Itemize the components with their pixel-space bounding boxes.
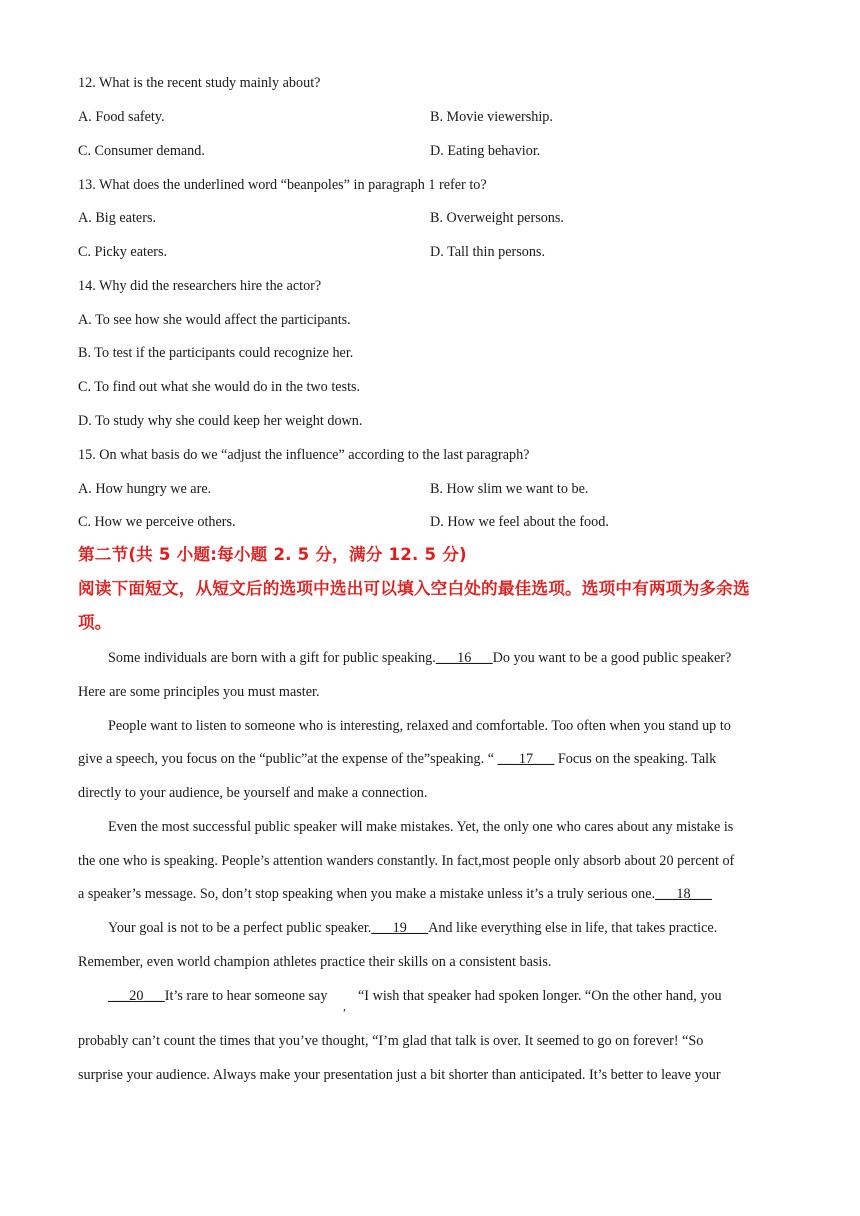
question-12-option-a: A. Food safety.	[78, 109, 165, 125]
question-15-stem: 15. On what basis do we “adjust the influence” according to the last paragraph?	[78, 447, 530, 463]
stray-comma: ,	[343, 999, 346, 1013]
question-14-option-a: A. To see how she would affect the participants.	[78, 312, 351, 328]
question-12-option-b: B. Movie viewership.	[430, 109, 553, 125]
passage-text: Focus on the speaking. Talk	[554, 751, 717, 767]
passage-line: Here are some principles you must master.	[78, 684, 320, 700]
question-12-stem: 12. What is the recent study mainly about?	[78, 75, 321, 91]
passage-text: a speaker’s message. So, don’t stop speaking when you make a mistake unless it’s a truly serious one.	[78, 886, 656, 902]
blank-19: ___19___	[371, 920, 429, 936]
passage-line	[108, 987, 327, 1005]
section-heading: 第二节(共 5 小题:每小题 2. 5 分，满分 12. 5 分)	[78, 545, 467, 564]
passage-line	[108, 649, 731, 667]
question-15-option-b: B. How slim we want to be.	[430, 481, 589, 497]
passage-line	[78, 750, 716, 768]
question-13-option-c: C. Picky eaters.	[78, 244, 168, 260]
question-14-option-b: B. To test if the participants could recognize her.	[78, 345, 354, 361]
question-14-stem: 14. Why did the researchers hire the actor?	[78, 278, 322, 294]
passage-line: Remember, even world champion athletes practice their skills on a consistent basis.	[78, 954, 552, 970]
section-instruction-line1: 阅读下面短文，从短文后的选项中选出可以填入空白处的最佳选项。选项中有两项为多余选	[78, 579, 750, 598]
question-13-option-b: B. Overweight persons.	[430, 210, 564, 226]
passage-text: Do you want to be a good public speaker?	[492, 650, 732, 666]
passage-line: the one who is speaking. People’s attention wanders constantly. In fact,most people only absorb about 20 percent of	[78, 853, 735, 869]
passage-text: It’s rare to hear someone say	[164, 988, 328, 1004]
question-14-option-d: D. To study why she could keep her weight down.	[78, 413, 363, 429]
passage-line: Even the most successful public speaker will make mistakes. Yet, the only one who cares about any mistake is	[108, 819, 734, 835]
passage-line	[108, 919, 717, 937]
question-12-option-d: D. Eating behavior.	[430, 143, 541, 159]
question-15-option-c: C. How we perceive others.	[78, 514, 236, 530]
passage-line	[78, 885, 712, 903]
passage-text: give a speech, you focus on the “public”at the expense of the”speaking. “	[78, 751, 498, 767]
passage-line: surprise your audience. Always make your presentation just a bit shorter than anticipated. It’s better to leave your	[78, 1067, 721, 1083]
passage-text: Your goal is not to be a perfect public speaker.	[108, 920, 372, 936]
question-13-option-a: A. Big eaters.	[78, 210, 157, 226]
question-15-option-a: A. How hungry we are.	[78, 481, 212, 497]
passage-text: And like everything else in life, that takes practice.	[428, 920, 718, 936]
question-12-option-c: C. Consumer demand.	[78, 143, 205, 159]
question-14-option-c: C. To find out what she would do in the two tests.	[78, 379, 361, 395]
question-13-option-d: D. Tall thin persons.	[430, 244, 545, 260]
blank-17: ___17___	[497, 751, 555, 767]
blank-18: ___18___	[655, 886, 712, 902]
passage-line: directly to your audience, be yourself and make a connection.	[78, 785, 428, 801]
passage-line: probably can’t count the times that you’ve thought, “I’m glad that talk is over. It seemed to go on forever! “So	[78, 1033, 704, 1049]
question-13-stem: 13. What does the underlined word “beanpoles” in paragraph 1 refer to?	[78, 177, 487, 193]
passage-line: People want to listen to someone who is interesting, relaxed and comfortable. Too often when you stand up to	[108, 718, 731, 734]
section-instruction-line2: 项。	[78, 613, 112, 632]
blank-16: ___16___	[435, 650, 493, 666]
blank-20: ___20___	[108, 988, 165, 1004]
question-15-option-d: D. How we feel about the food.	[430, 514, 609, 530]
passage-text: Some individuals are born with a gift for public speaking.	[108, 650, 436, 666]
passage-text: “I wish that speaker had spoken longer. “On the other hand, you	[358, 988, 722, 1004]
